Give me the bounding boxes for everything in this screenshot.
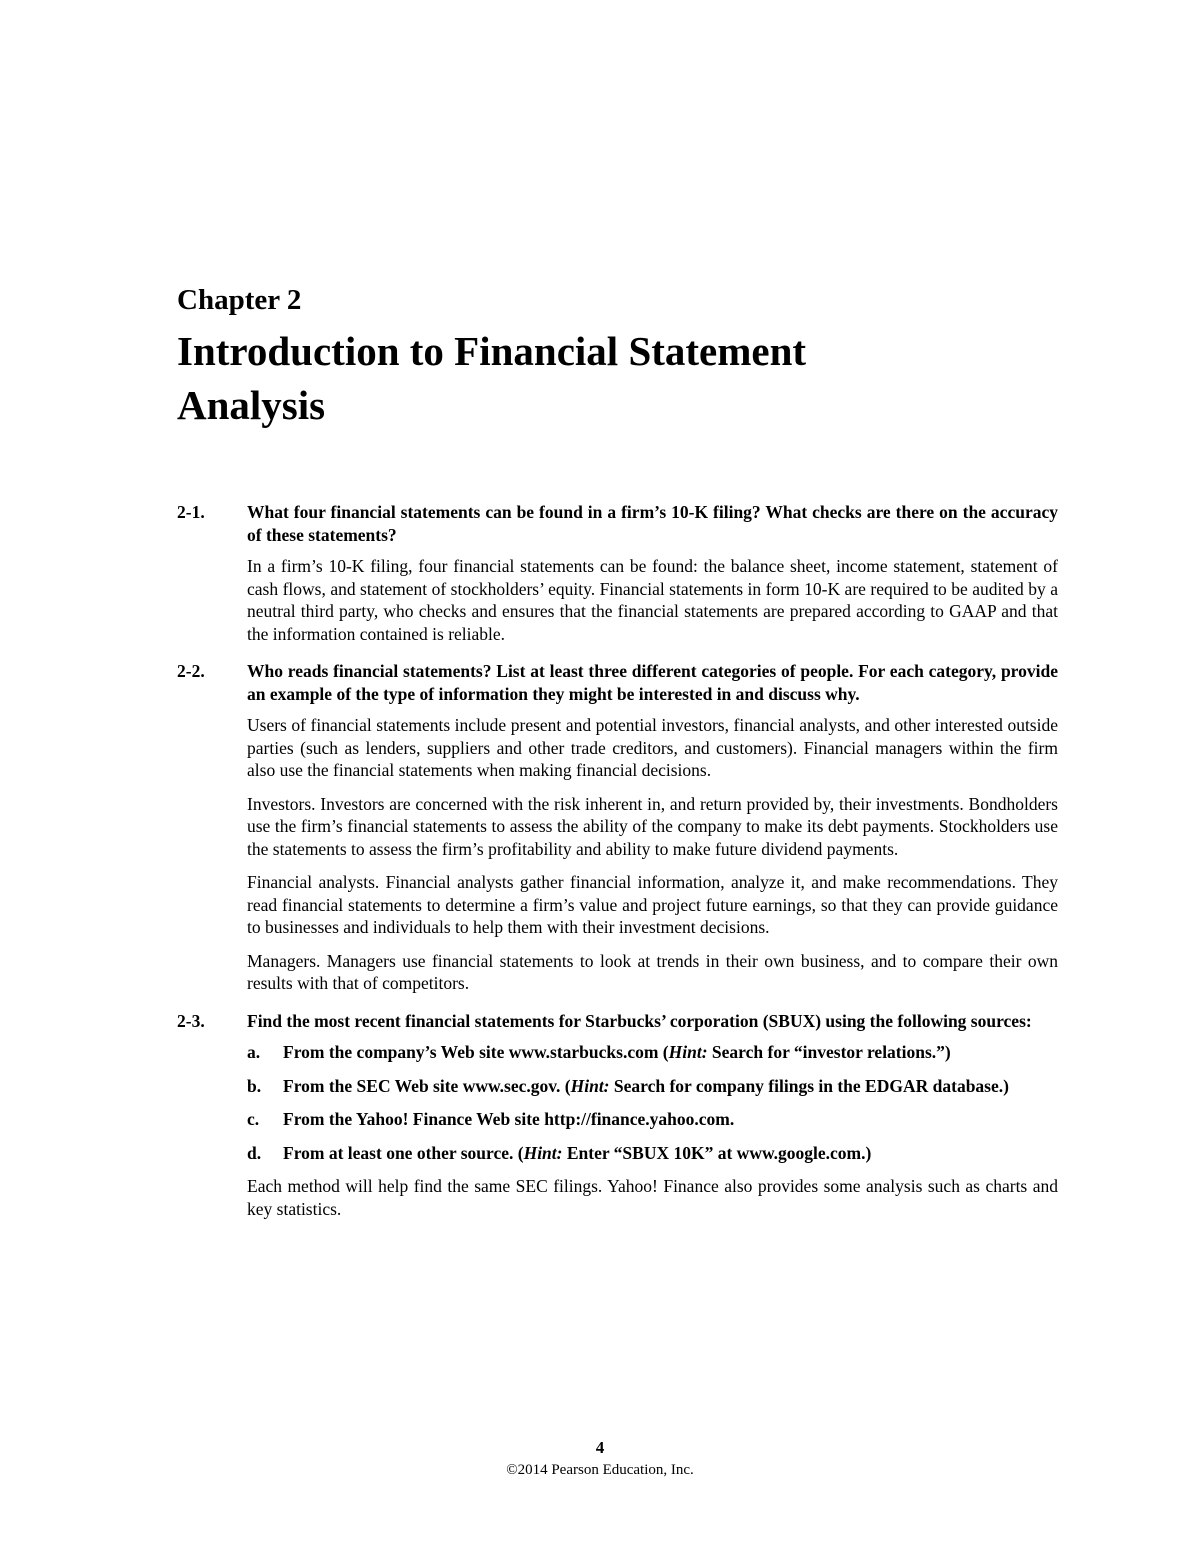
question-number: 2-3. (177, 1010, 205, 1031)
chapter-title (177, 324, 1077, 432)
item-text (283, 1041, 1058, 1064)
item-text-post: Enter “SBUX 10K” at www.google.com.) (562, 1142, 872, 1163)
list-item-c (247, 1108, 1058, 1131)
item-text-post: Search for “investor relations.”) (707, 1042, 951, 1062)
answer-paragraph: Users of financial statements include present and potential investors, financial analysts, and other interested outside parties (such as lenders, suppliers and other trade creditors, and customers). Financial managers within the firm also use the financial statements when making financial decisions. (247, 715, 1058, 780)
question-number: 2-1. (177, 502, 205, 522)
question-text: What four financial statements can be found in a firm’s 10-K filing? What checks are there on the accuracy of these statements? (247, 502, 1058, 545)
question-2-3 (177, 1010, 1058, 1221)
list-item-b (247, 1075, 1058, 1098)
answer-paragraph-managers: Managers. Managers use financial statements to look at trends in their own business, and to compare their own results with that of competitors. (247, 950, 1058, 993)
chapter-label: Chapter 2 (177, 284, 302, 316)
item-letter: d. (247, 1142, 262, 1163)
question-number: 2-2. (177, 661, 205, 681)
page-number: 4 (595, 1438, 605, 1457)
copyright-notice: ©2014 Pearson Education, Inc. (506, 1462, 694, 1478)
item-text (283, 1075, 1058, 1098)
list-item-a (247, 1041, 1058, 1064)
hint-label: Hint: (523, 1142, 563, 1163)
item-letter: b. (247, 1075, 262, 1096)
question-2-2 (177, 660, 1058, 995)
answer-paragraph-investors: Investors. Investors are concerned with the risk inherent in, and return provided by, their investments. Bondholders use the firm’s financial statements to assess the ability of the company to make its debt payments. Stockholders use the statements to assess the firm’s profitability and ability to make future dividend payments. (247, 793, 1058, 859)
item-text (283, 1142, 1058, 1165)
answer-paragraph: Each method will help find the same SEC filings. Yahoo! Finance also provides some analysis such as charts and key statistics. (247, 1176, 1058, 1219)
answer-paragraph: In a firm’s 10-K filing, four financial statements can be found: the balance sheet, income statement, statement of cash flows, and statement of stockholders’ equity. Financial statements in form 10-K are required to be audited by a neutral third party, who checks and ensures that the financial statements are prepared according to GAAP and that the information contained is reliable. (247, 556, 1058, 644)
item-text: From the Yahoo! Finance Web site http://finance.yahoo.com. (283, 1109, 735, 1129)
question-text: Who reads financial statements? List at least three different categories of people. For each category, provide an example of the type of information they might be interested in and discuss why. (247, 661, 1058, 704)
question-2-1 (177, 501, 1058, 645)
chapter-title-line-2: Analysis (177, 382, 326, 428)
question-text: Find the most recent financial statements for Starbucks’ corporation (SBUX) using the following sources: (247, 1010, 1032, 1031)
item-letter: c. (247, 1109, 260, 1129)
chapter-title-line-1: Introduction to Financial Statement (177, 328, 807, 374)
item-text-pre: From at least one other source. ( (283, 1142, 524, 1163)
answer-paragraph-analysts: Financial analysts. Financial analysts gather financial information, analyze it, and make recommendations. They read financial statements to determine a firm’s value and project future earnings, so that they can provide guidance to businesses and individuals to help them with their investment decisions. (247, 872, 1058, 937)
item-text-pre: From the SEC Web site www.sec.gov. ( (283, 1075, 571, 1096)
hint-label: Hint: (668, 1042, 708, 1062)
item-text-pre: From the company’s Web site www.starbucks.com ( (283, 1042, 669, 1062)
item-text-post: Search for company filings in the EDGAR database.) (609, 1075, 1009, 1096)
list-item-d (247, 1142, 1058, 1165)
questions-section (177, 501, 1058, 1235)
item-letter: a. (247, 1042, 261, 1062)
hint-label: Hint: (570, 1075, 610, 1096)
